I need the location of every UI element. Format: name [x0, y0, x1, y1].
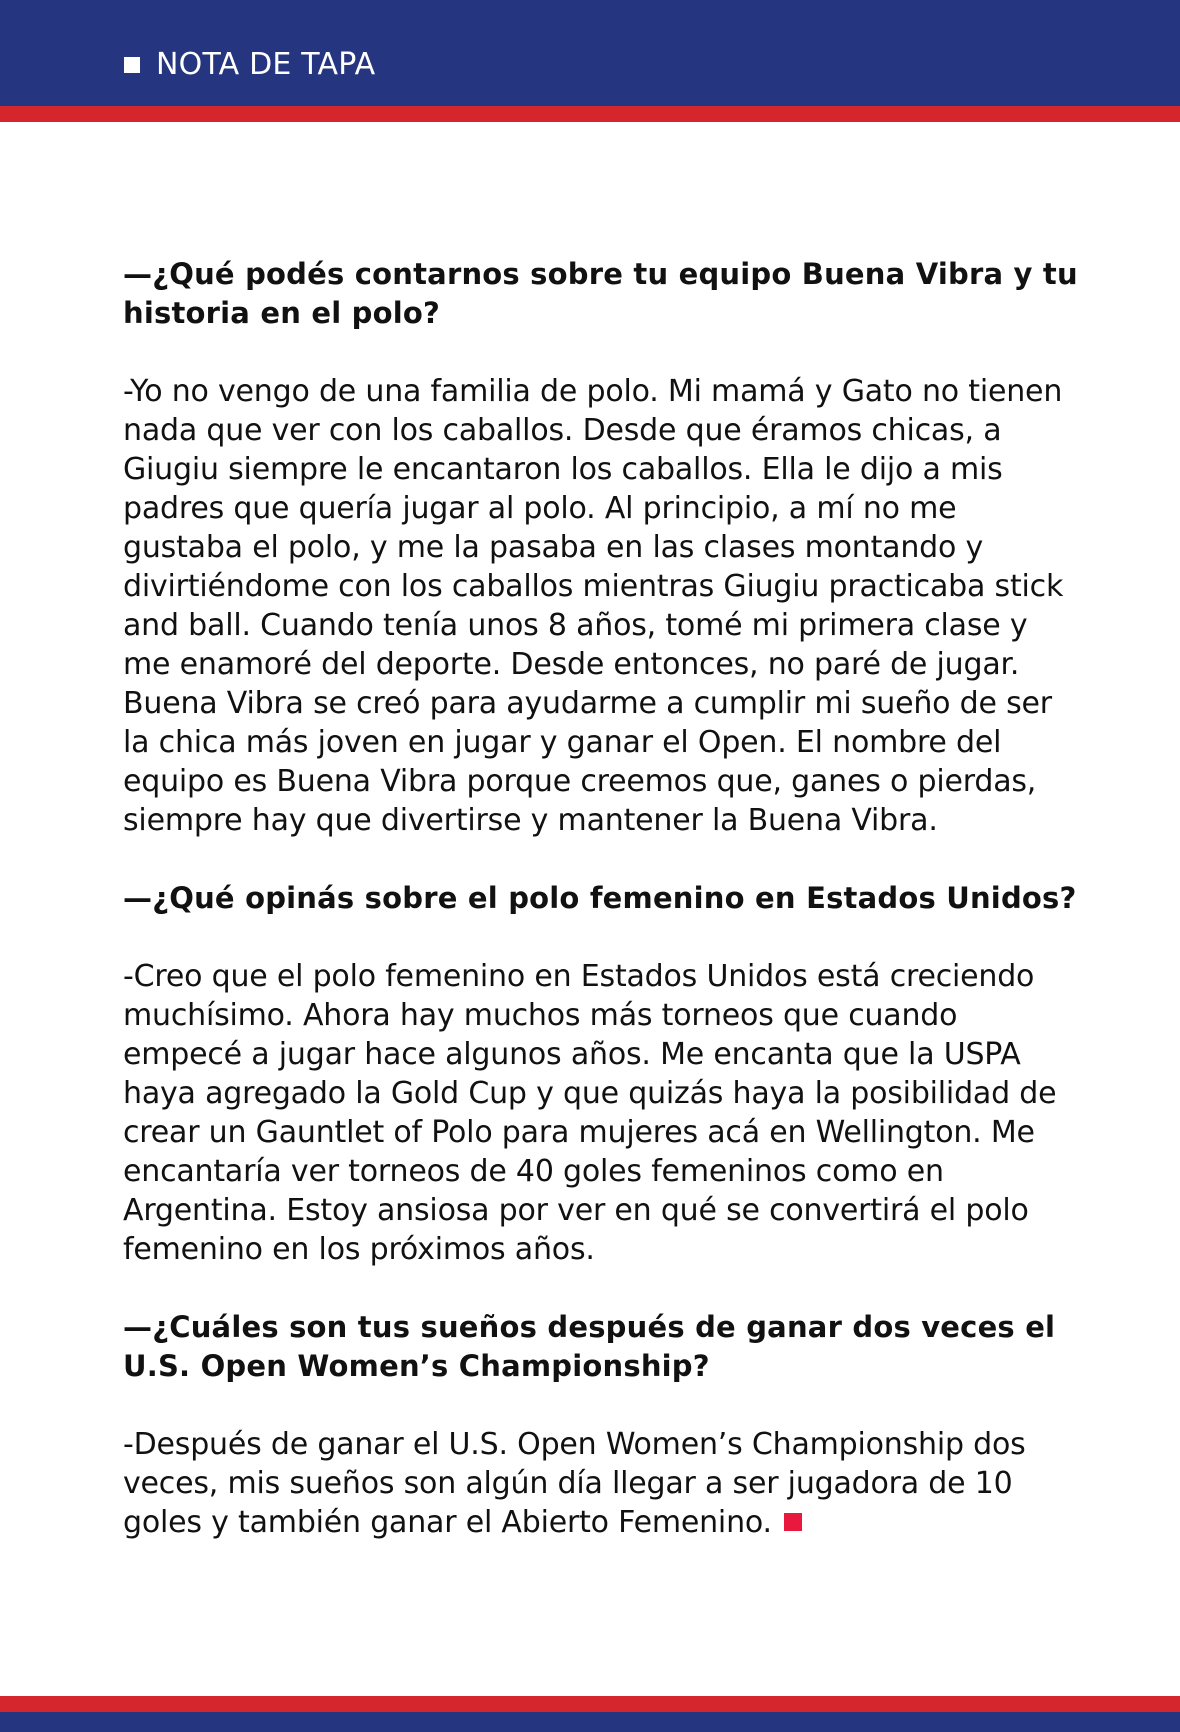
answer-2: -Creo que el polo femenino en Estados Unidos está creciendo muchísimo. Ahora hay muchos más torneos que cuando empecé a jugar hace algunos años. Me encanta que la USPA haya agregado la Gold Cup y que quizás haya la posibilidad de crear un Gauntlet of Polo para mujeres acá en Wellington. Me encantaría ver torneos de 40 goles femeninos como en Argentina. Estoy ansiosa por ver en qué se convertirá el polo femenino en los próximos años.	[123, 959, 1057, 1267]
answer-3	[123, 1425, 1083, 1542]
footer-band	[0, 1712, 1180, 1732]
interview-article	[123, 255, 1083, 1542]
answer-3-text: -Después de ganar el U.S. Open Women’s Championship dos veces, mis sueños son algún día llegar a ser jugadora de 10 goles y también ganar el Abierto Femenino.	[123, 1427, 1026, 1540]
end-square-icon	[784, 1513, 802, 1531]
section-title: NOTA DE TAPA	[156, 47, 376, 82]
question-3: —¿Cuáles son tus sueños después de ganar dos veces el U.S. Open Women’s Championship?	[123, 1310, 1056, 1383]
section-label	[124, 47, 376, 82]
answer-1: -Yo no vengo de una familia de polo. Mi mamá y Gato no tienen nada que ver con los caballos. Desde que éramos chicas, a Giugiu siempre le encantaron los caballos. Ella le dijo a mis padres que quería jugar al polo. Al principio, a mí no me gustaba el polo, y me la pasaba en las clases montando y divirtiéndome con los caballos mientras Giugiu practicaba stick and ball. Cuando tenía unos 8 años, tomé mi primera clase y me enamoré del deporte. Desde entonces, no paré de jugar. Buena Vibra se creó para ayudarme a cumplir mi sueño de ser la chica más joven en jugar y ganar el Open. El nombre del equipo es Buena Vibra porque creemos que, ganes o pierdas, siempre hay que divertirse y mantener la Buena Vibra.	[123, 374, 1064, 838]
footer-red-stripe	[0, 1696, 1180, 1712]
question-1: —¿Qué podés contarnos sobre tu equipo Buena Vibra y tu historia en el polo?	[123, 257, 1078, 330]
header-red-stripe	[0, 106, 1180, 122]
question-2: —¿Qué opinás sobre el polo femenino en Estados Unidos?	[123, 881, 1077, 915]
section-square-icon	[124, 57, 140, 73]
